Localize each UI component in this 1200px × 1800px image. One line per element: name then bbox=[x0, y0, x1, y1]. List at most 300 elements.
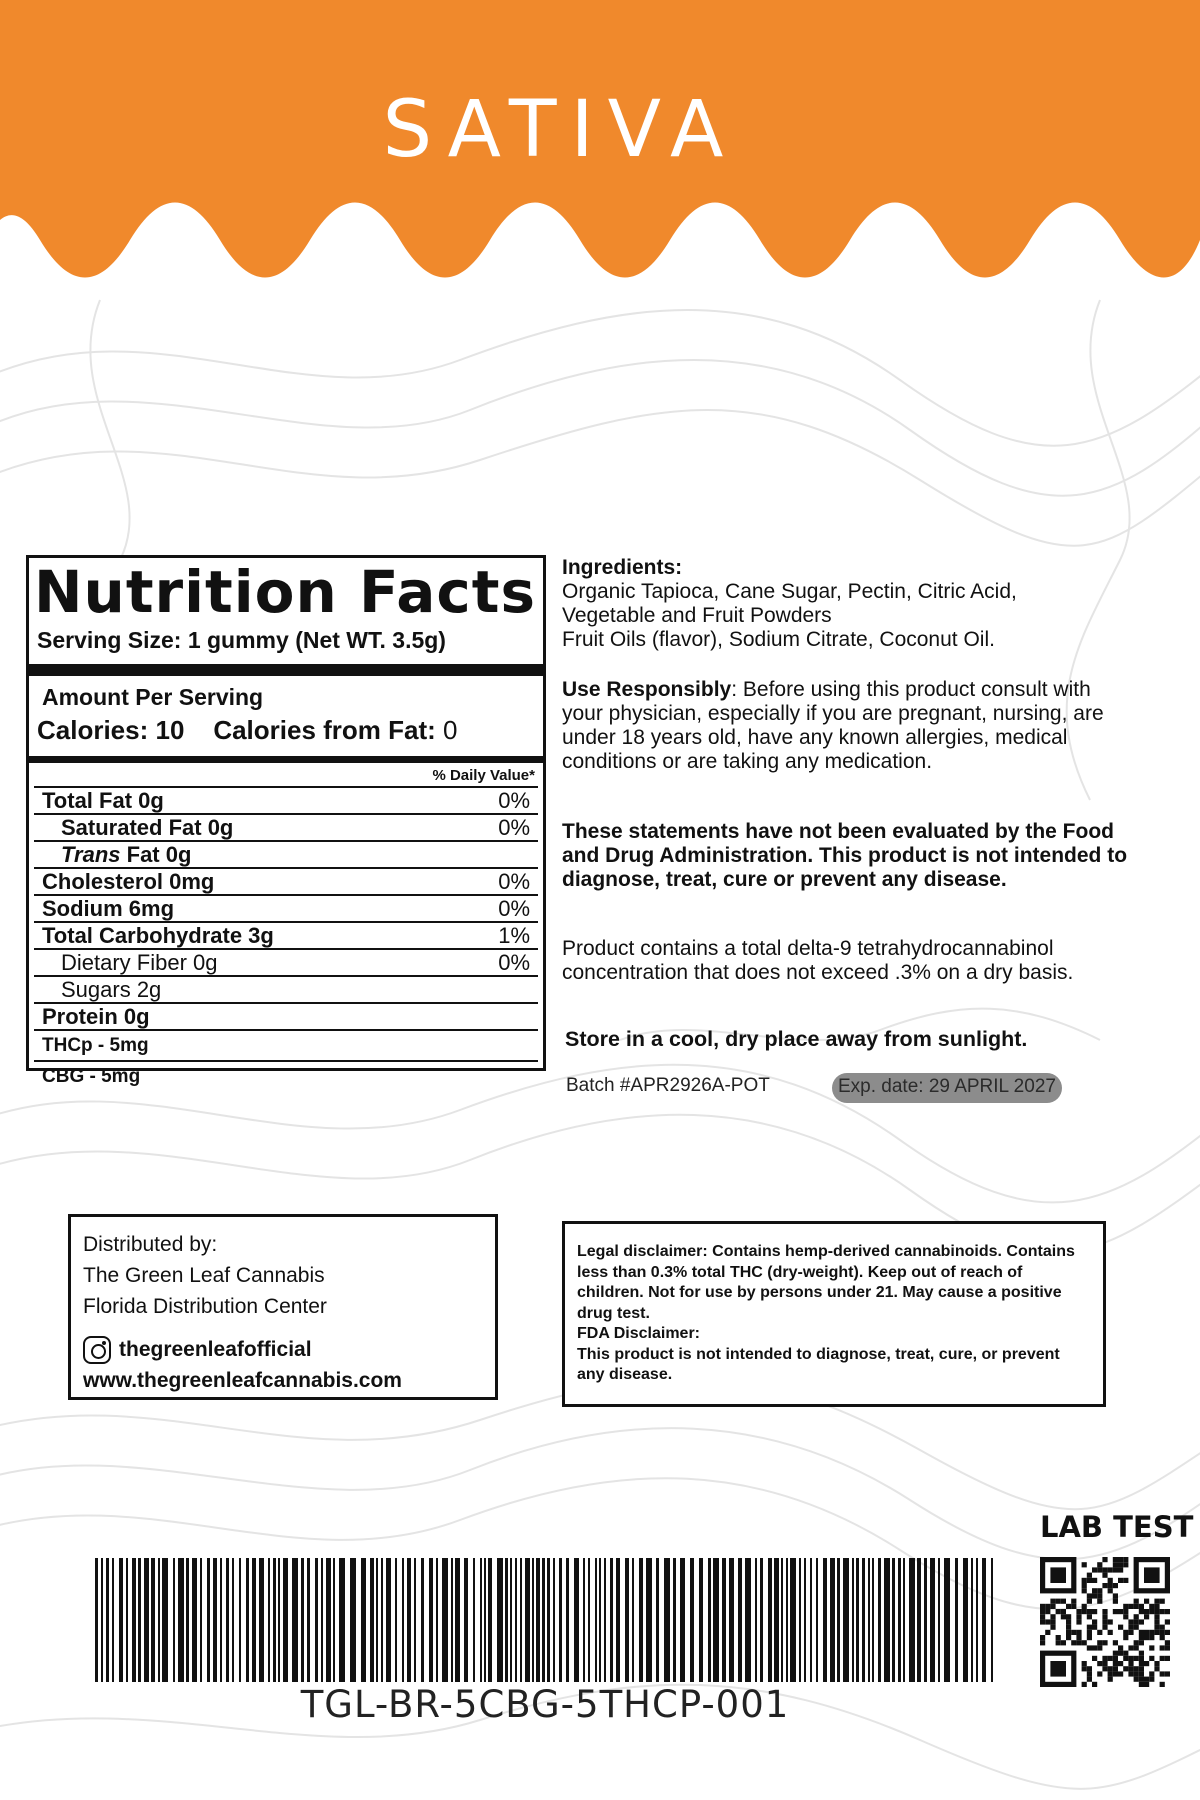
barcode-bar bbox=[414, 1558, 416, 1682]
qr-module bbox=[1071, 1599, 1076, 1604]
barcode-bar bbox=[852, 1558, 854, 1682]
qr-module bbox=[1113, 1651, 1118, 1656]
barcode-bar bbox=[207, 1558, 210, 1682]
qr-module bbox=[1092, 1682, 1097, 1687]
qr-module bbox=[1139, 1671, 1144, 1676]
barcode-bar bbox=[547, 1558, 550, 1682]
qr-module bbox=[1061, 1640, 1066, 1645]
qr-module bbox=[1139, 1661, 1144, 1666]
barcode-bar bbox=[158, 1558, 160, 1682]
qr-module bbox=[1113, 1562, 1118, 1567]
nutrient-name: Sodium 6mg bbox=[42, 896, 175, 921]
qr-module bbox=[1123, 1578, 1128, 1583]
qr-module bbox=[1097, 1599, 1102, 1604]
website-link[interactable]: www.thegreenleafcannabis.com bbox=[83, 1369, 402, 1392]
barcode-bar bbox=[473, 1558, 475, 1682]
barcode-bar bbox=[402, 1558, 404, 1682]
batch-number: Batch #APR2926A-POT bbox=[566, 1075, 770, 1096]
qr-module bbox=[1092, 1645, 1097, 1650]
qr-module bbox=[1087, 1599, 1092, 1604]
ingredients-line: Vegetable and Fruit Powders bbox=[562, 604, 832, 627]
qr-module bbox=[1123, 1609, 1128, 1614]
qr-module bbox=[1134, 1677, 1139, 1682]
qr-module bbox=[1149, 1604, 1154, 1609]
qr-module bbox=[1056, 1599, 1061, 1604]
qr-module bbox=[1139, 1609, 1144, 1614]
nutrient-name: THCp - 5mg bbox=[42, 1035, 149, 1056]
qr-module bbox=[1160, 1656, 1165, 1661]
instagram-handle[interactable]: thegreenleafofficial bbox=[119, 1338, 312, 1361]
qr-module bbox=[1128, 1630, 1133, 1635]
qr-module bbox=[1040, 1614, 1045, 1619]
barcode-bar bbox=[588, 1558, 590, 1682]
qr-module bbox=[1134, 1666, 1139, 1671]
qr-module bbox=[1144, 1682, 1149, 1687]
barcode-number: TGL-BR-5CBG-5THCP-001 bbox=[300, 1683, 790, 1726]
qr-module bbox=[1149, 1609, 1154, 1614]
qr-module bbox=[1092, 1588, 1097, 1593]
barcode-bar bbox=[239, 1558, 241, 1682]
barcode-bar bbox=[421, 1558, 424, 1682]
qr-module bbox=[1082, 1666, 1087, 1671]
barcode-bar bbox=[708, 1558, 711, 1682]
qr-module bbox=[1118, 1557, 1123, 1562]
barcode-bar bbox=[781, 1558, 783, 1682]
qr-module bbox=[1082, 1604, 1087, 1609]
qr-finder bbox=[1050, 1567, 1066, 1583]
qr-module bbox=[1139, 1619, 1144, 1624]
qr-module bbox=[1087, 1573, 1092, 1578]
barcode-bar bbox=[738, 1558, 742, 1682]
barcode-bar bbox=[604, 1558, 606, 1682]
qr-module bbox=[1134, 1614, 1139, 1619]
qr-module bbox=[1087, 1630, 1092, 1635]
barcode-bar bbox=[760, 1558, 763, 1682]
barcode-bar bbox=[574, 1558, 579, 1682]
instagram-handle-row[interactable] bbox=[83, 1334, 483, 1365]
qr-module bbox=[1066, 1635, 1071, 1640]
barcode-bar bbox=[464, 1558, 468, 1682]
use-responsibly-label: Use Responsibly bbox=[562, 678, 732, 701]
qr-module bbox=[1123, 1656, 1128, 1661]
barcode-bar bbox=[520, 1558, 522, 1682]
barcode-bar bbox=[376, 1558, 378, 1682]
qr-module bbox=[1082, 1583, 1087, 1588]
barcode-bar bbox=[106, 1558, 109, 1682]
qr-module bbox=[1154, 1619, 1159, 1624]
qr-module bbox=[1123, 1635, 1128, 1640]
qr-module bbox=[1165, 1619, 1170, 1624]
qr-module bbox=[1097, 1640, 1102, 1645]
qr-module bbox=[1165, 1609, 1170, 1614]
qr-module bbox=[1128, 1604, 1133, 1609]
barcode-bar bbox=[95, 1558, 98, 1682]
nutrient-row bbox=[34, 977, 538, 1004]
legal-disclaimer bbox=[577, 1242, 1091, 1324]
use-responsibly-block bbox=[562, 678, 1137, 774]
barcode-bar bbox=[722, 1558, 726, 1682]
barcode-bar bbox=[278, 1558, 280, 1682]
barcode-bar bbox=[884, 1558, 890, 1682]
barcode-bar bbox=[823, 1558, 827, 1682]
qr-module bbox=[1092, 1578, 1097, 1583]
qr-module bbox=[1056, 1640, 1061, 1645]
qr-module bbox=[1066, 1625, 1071, 1630]
barcode-bar bbox=[333, 1558, 335, 1682]
barcode-bar bbox=[186, 1558, 189, 1682]
barcode-bar bbox=[268, 1558, 270, 1682]
calories: Calories: 10 bbox=[37, 715, 185, 745]
nutrient-name: Cholesterol 0mg bbox=[42, 869, 215, 894]
qr-module bbox=[1160, 1625, 1165, 1630]
nutrient-row bbox=[34, 1004, 538, 1031]
lab-test-label: LAB TEST bbox=[1040, 1510, 1194, 1544]
qr-module bbox=[1165, 1630, 1170, 1635]
barcode-bar bbox=[232, 1558, 234, 1682]
barcode-bar bbox=[938, 1558, 940, 1682]
barcode-bar bbox=[843, 1558, 849, 1682]
qr-module bbox=[1102, 1619, 1107, 1624]
qr-module bbox=[1108, 1630, 1113, 1635]
barcode-bar bbox=[301, 1558, 304, 1682]
barcode-bar bbox=[639, 1558, 643, 1682]
barcode-bar bbox=[903, 1558, 905, 1682]
qr-module bbox=[1113, 1583, 1118, 1588]
qr-module bbox=[1071, 1630, 1076, 1635]
qr-module bbox=[1128, 1625, 1133, 1630]
qr-module bbox=[1113, 1661, 1118, 1666]
qr-module bbox=[1087, 1593, 1092, 1598]
qr-module bbox=[1102, 1573, 1107, 1578]
barcode-bar bbox=[982, 1558, 986, 1682]
barcode-bar bbox=[429, 1558, 433, 1682]
nutrient-row bbox=[34, 896, 538, 923]
qr-module bbox=[1118, 1609, 1123, 1614]
nutrient-row bbox=[34, 788, 538, 815]
qr-module bbox=[1113, 1656, 1118, 1661]
qr-module bbox=[1102, 1666, 1107, 1671]
qr-module bbox=[1092, 1656, 1097, 1661]
qr-module bbox=[1082, 1682, 1087, 1687]
qr-module bbox=[1118, 1562, 1123, 1567]
qr-module bbox=[1040, 1604, 1045, 1609]
qr-module bbox=[1154, 1614, 1159, 1619]
qr-module bbox=[1040, 1619, 1045, 1624]
distributor-label: Distributed by: bbox=[83, 1233, 218, 1256]
barcode-bar bbox=[132, 1558, 136, 1682]
qr-module bbox=[1165, 1671, 1170, 1676]
qr-module bbox=[1113, 1557, 1118, 1562]
qr-module bbox=[1149, 1635, 1154, 1640]
barcode-bar bbox=[480, 1558, 482, 1682]
qr-module bbox=[1160, 1645, 1165, 1650]
fda-disclaimer-text: This product is not intended to diagnose, treat, cure, or prevent any disease. bbox=[577, 1345, 1060, 1383]
qr-module bbox=[1144, 1599, 1149, 1604]
barcode-bar bbox=[151, 1558, 155, 1682]
barcode-bar bbox=[173, 1558, 175, 1682]
qr-module bbox=[1092, 1609, 1097, 1614]
barcode-bar bbox=[119, 1558, 123, 1682]
qr-module bbox=[1061, 1609, 1066, 1614]
qr-module bbox=[1087, 1625, 1092, 1630]
barcode-icon bbox=[95, 1558, 995, 1682]
distributor-center: Florida Distribution Center bbox=[83, 1295, 327, 1318]
qr-module bbox=[1102, 1625, 1107, 1630]
barcode-bar bbox=[326, 1558, 331, 1682]
nutrient-pct: 0% bbox=[498, 815, 530, 840]
nutrient-row bbox=[34, 1031, 538, 1062]
barcode-bar bbox=[837, 1558, 840, 1682]
barcode-bar bbox=[252, 1558, 256, 1682]
barcode-bar bbox=[126, 1558, 128, 1682]
nutrient-name: Dietary Fiber 0g bbox=[61, 950, 218, 975]
qr-module bbox=[1066, 1614, 1071, 1619]
qr-module bbox=[1139, 1682, 1144, 1687]
qr-module bbox=[1056, 1609, 1061, 1614]
barcode-bar bbox=[361, 1558, 366, 1682]
barcode-bar bbox=[955, 1558, 958, 1682]
qr-module bbox=[1071, 1604, 1076, 1609]
qr-module bbox=[1113, 1666, 1118, 1671]
nutrient-pct: 1% bbox=[498, 923, 530, 948]
barcode-bar bbox=[632, 1558, 634, 1682]
nutrient-pct: 0% bbox=[498, 869, 530, 894]
qr-module bbox=[1102, 1614, 1107, 1619]
qr-module bbox=[1108, 1666, 1113, 1671]
qr-module bbox=[1113, 1593, 1118, 1598]
calories-line bbox=[29, 715, 543, 763]
qr-module bbox=[1113, 1671, 1118, 1676]
barcode-bar bbox=[755, 1558, 757, 1682]
serving-size: Serving Size: 1 gummy (Net WT. 3.5g) bbox=[29, 623, 543, 676]
nutrient-row bbox=[34, 842, 538, 869]
nutrient-pct: 0% bbox=[498, 896, 530, 921]
qr-module bbox=[1097, 1630, 1102, 1635]
calories-from-fat-label: Calories from Fat: bbox=[213, 715, 436, 745]
qr-module bbox=[1123, 1614, 1128, 1619]
qr-module bbox=[1139, 1604, 1144, 1609]
qr-module bbox=[1134, 1619, 1139, 1624]
barcode-bar bbox=[510, 1558, 512, 1682]
barcode-bar bbox=[599, 1558, 601, 1682]
qr-module bbox=[1097, 1562, 1102, 1567]
barcode-bar bbox=[616, 1558, 620, 1682]
qr-module bbox=[1066, 1604, 1071, 1609]
barcode-bar bbox=[442, 1558, 448, 1682]
distributor-name: The Green Leaf Cannabis bbox=[83, 1264, 325, 1287]
qr-module bbox=[1139, 1656, 1144, 1661]
qr-code-icon[interactable] bbox=[1040, 1557, 1170, 1689]
barcode-bar bbox=[566, 1558, 569, 1682]
barcode-bar bbox=[370, 1558, 374, 1682]
qr-module bbox=[1097, 1671, 1102, 1676]
qr-module bbox=[1087, 1635, 1092, 1640]
qr-module bbox=[1097, 1645, 1102, 1650]
barcode-bar bbox=[315, 1558, 318, 1682]
qr-module bbox=[1040, 1640, 1045, 1645]
qr-module bbox=[1108, 1671, 1113, 1676]
qr-module bbox=[1040, 1635, 1045, 1640]
qr-module bbox=[1165, 1640, 1170, 1645]
qr-module bbox=[1102, 1567, 1107, 1572]
qr-module bbox=[1108, 1619, 1113, 1624]
barcode-bar bbox=[542, 1558, 545, 1682]
qr-module bbox=[1087, 1645, 1092, 1650]
barcode-bar bbox=[610, 1558, 613, 1682]
qr-module bbox=[1139, 1666, 1144, 1671]
nutrient-name: Total Fat 0g bbox=[42, 788, 164, 813]
qr-module bbox=[1113, 1609, 1118, 1614]
barcode-bar bbox=[856, 1558, 859, 1682]
barcode-bar bbox=[536, 1558, 540, 1682]
barcode-bar bbox=[386, 1558, 391, 1682]
qr-module bbox=[1040, 1609, 1045, 1614]
barcode-bar bbox=[455, 1558, 460, 1682]
distributor-box bbox=[68, 1214, 498, 1400]
barcode-bar bbox=[878, 1558, 881, 1682]
barcode-bar bbox=[924, 1558, 927, 1682]
barcode-bar bbox=[559, 1558, 562, 1682]
qr-module bbox=[1076, 1614, 1081, 1619]
thc-statement: Product contains a total delta-9 tetrahydrocannabinol concentration that does not exceed .3% on a dry basis. bbox=[562, 937, 1074, 984]
qr-module bbox=[1134, 1640, 1139, 1645]
qr-module bbox=[1154, 1625, 1159, 1630]
barcode-bar bbox=[381, 1558, 383, 1682]
barcode-bar bbox=[339, 1558, 345, 1682]
qr-module bbox=[1102, 1609, 1107, 1614]
fda-statement: These statements have not been evaluated by the Food and Drug Administration. This product is not intended to diagnose, treat, cure or prevent any disease. bbox=[562, 820, 1128, 891]
qr-module bbox=[1154, 1666, 1159, 1671]
qr-module bbox=[1123, 1562, 1128, 1567]
barcode-bar bbox=[917, 1558, 921, 1682]
qr-module bbox=[1102, 1661, 1107, 1666]
qr-module bbox=[1160, 1599, 1165, 1604]
qr-module bbox=[1154, 1604, 1159, 1609]
qr-module bbox=[1113, 1599, 1118, 1604]
barcode-bar bbox=[246, 1558, 249, 1682]
qr-module bbox=[1097, 1661, 1102, 1666]
calories-from-fat-value: 0 bbox=[443, 715, 458, 745]
barcode-bar bbox=[144, 1558, 149, 1682]
qr-module bbox=[1087, 1578, 1092, 1583]
barcode-bar bbox=[407, 1558, 411, 1682]
nutrient-name: Total Carbohydrate 3g bbox=[42, 923, 274, 948]
barcode-bar bbox=[259, 1558, 264, 1682]
qr-module bbox=[1082, 1578, 1087, 1583]
barcode-bar bbox=[178, 1558, 184, 1682]
barcode-bar bbox=[220, 1558, 222, 1682]
qr-module bbox=[1134, 1671, 1139, 1676]
qr-module bbox=[1144, 1609, 1149, 1614]
qr-module bbox=[1066, 1630, 1071, 1635]
qr-module bbox=[1134, 1599, 1139, 1604]
qr-module bbox=[1102, 1557, 1107, 1562]
qr-module bbox=[1118, 1578, 1123, 1583]
qr-module bbox=[1149, 1656, 1154, 1661]
barcode-bar bbox=[790, 1558, 796, 1682]
qr-finder bbox=[1144, 1567, 1160, 1583]
qr-module bbox=[1082, 1609, 1087, 1614]
qr-module bbox=[1128, 1671, 1133, 1676]
qr-module bbox=[1144, 1630, 1149, 1635]
storage-instruction: Store in a cool, dry place away from sunlight. bbox=[565, 1027, 1028, 1051]
qr-module bbox=[1087, 1677, 1092, 1682]
qr-module bbox=[1118, 1625, 1123, 1630]
qr-module bbox=[1113, 1567, 1118, 1572]
qr-module bbox=[1108, 1656, 1113, 1661]
qr-module bbox=[1050, 1619, 1055, 1624]
qr-module bbox=[1076, 1609, 1081, 1614]
expiration-date: Exp. date: 29 APRIL 2027 bbox=[832, 1073, 1062, 1103]
nutrient-name: CBG - 5mg bbox=[42, 1066, 141, 1087]
barcode-bar bbox=[971, 1558, 973, 1682]
barcode-bar bbox=[162, 1558, 168, 1682]
qr-module bbox=[1144, 1661, 1149, 1666]
nutrient-row bbox=[34, 950, 538, 977]
qr-module bbox=[1160, 1609, 1165, 1614]
qr-module bbox=[1160, 1635, 1165, 1640]
qr-module bbox=[1123, 1604, 1128, 1609]
barcode-bar bbox=[699, 1558, 703, 1682]
instagram-icon bbox=[83, 1336, 111, 1364]
qr-module bbox=[1139, 1677, 1144, 1682]
trans-rest: Fat 0g bbox=[120, 842, 192, 867]
qr-module bbox=[1050, 1599, 1055, 1604]
qr-module bbox=[1123, 1651, 1128, 1656]
qr-module bbox=[1118, 1567, 1123, 1572]
qr-module bbox=[1123, 1557, 1128, 1562]
qr-module bbox=[1144, 1635, 1149, 1640]
qr-module bbox=[1144, 1677, 1149, 1682]
qr-module bbox=[1108, 1677, 1113, 1682]
qr-module bbox=[1082, 1640, 1087, 1645]
qr-module bbox=[1050, 1604, 1055, 1609]
qr-module bbox=[1149, 1630, 1154, 1635]
nutrition-heading: Nutrition Facts bbox=[34, 558, 536, 626]
legal-text: Contains hemp-derived cannabinoids. Contains less than 0.3% total THC (dry-weight). Keep out of reach of children. Not for use by persons under 21. May cause a positive drug test. bbox=[577, 1243, 1075, 1322]
barcode-bar bbox=[283, 1558, 288, 1682]
barcode-bar bbox=[350, 1558, 356, 1682]
qr-module bbox=[1154, 1599, 1159, 1604]
qr-module bbox=[1087, 1671, 1092, 1676]
qr-module bbox=[1102, 1640, 1107, 1645]
qr-module bbox=[1139, 1651, 1144, 1656]
barcode-bar bbox=[892, 1558, 895, 1682]
barcode-bar bbox=[595, 1558, 597, 1682]
qr-module bbox=[1128, 1661, 1133, 1666]
qr-module bbox=[1092, 1567, 1097, 1572]
barcode-bar bbox=[963, 1558, 968, 1682]
qr-module bbox=[1118, 1671, 1123, 1676]
qr-module bbox=[1118, 1651, 1123, 1656]
qr-module bbox=[1082, 1588, 1087, 1593]
barcode-bar bbox=[488, 1558, 492, 1682]
ingredients-label: Ingredients: bbox=[562, 556, 683, 579]
fda-disclaimer-label: FDA Disclaimer: bbox=[577, 1325, 700, 1342]
nutrient-row bbox=[34, 923, 538, 950]
barcode-bar bbox=[292, 1558, 298, 1682]
barcode-bar bbox=[321, 1558, 323, 1682]
barcode-bar bbox=[680, 1558, 685, 1682]
qr-module bbox=[1087, 1609, 1092, 1614]
barcode-bar bbox=[799, 1558, 801, 1682]
barcode-bar bbox=[898, 1558, 901, 1682]
nutrient-name: Protein 0g bbox=[42, 1004, 150, 1029]
qr-module bbox=[1154, 1630, 1159, 1635]
ingredients-line: Organic Tapioca, Cane Sugar, Pectin, Citric Acid, bbox=[562, 580, 1017, 603]
barcode-bar bbox=[768, 1558, 772, 1682]
barcode-bar bbox=[625, 1558, 629, 1682]
